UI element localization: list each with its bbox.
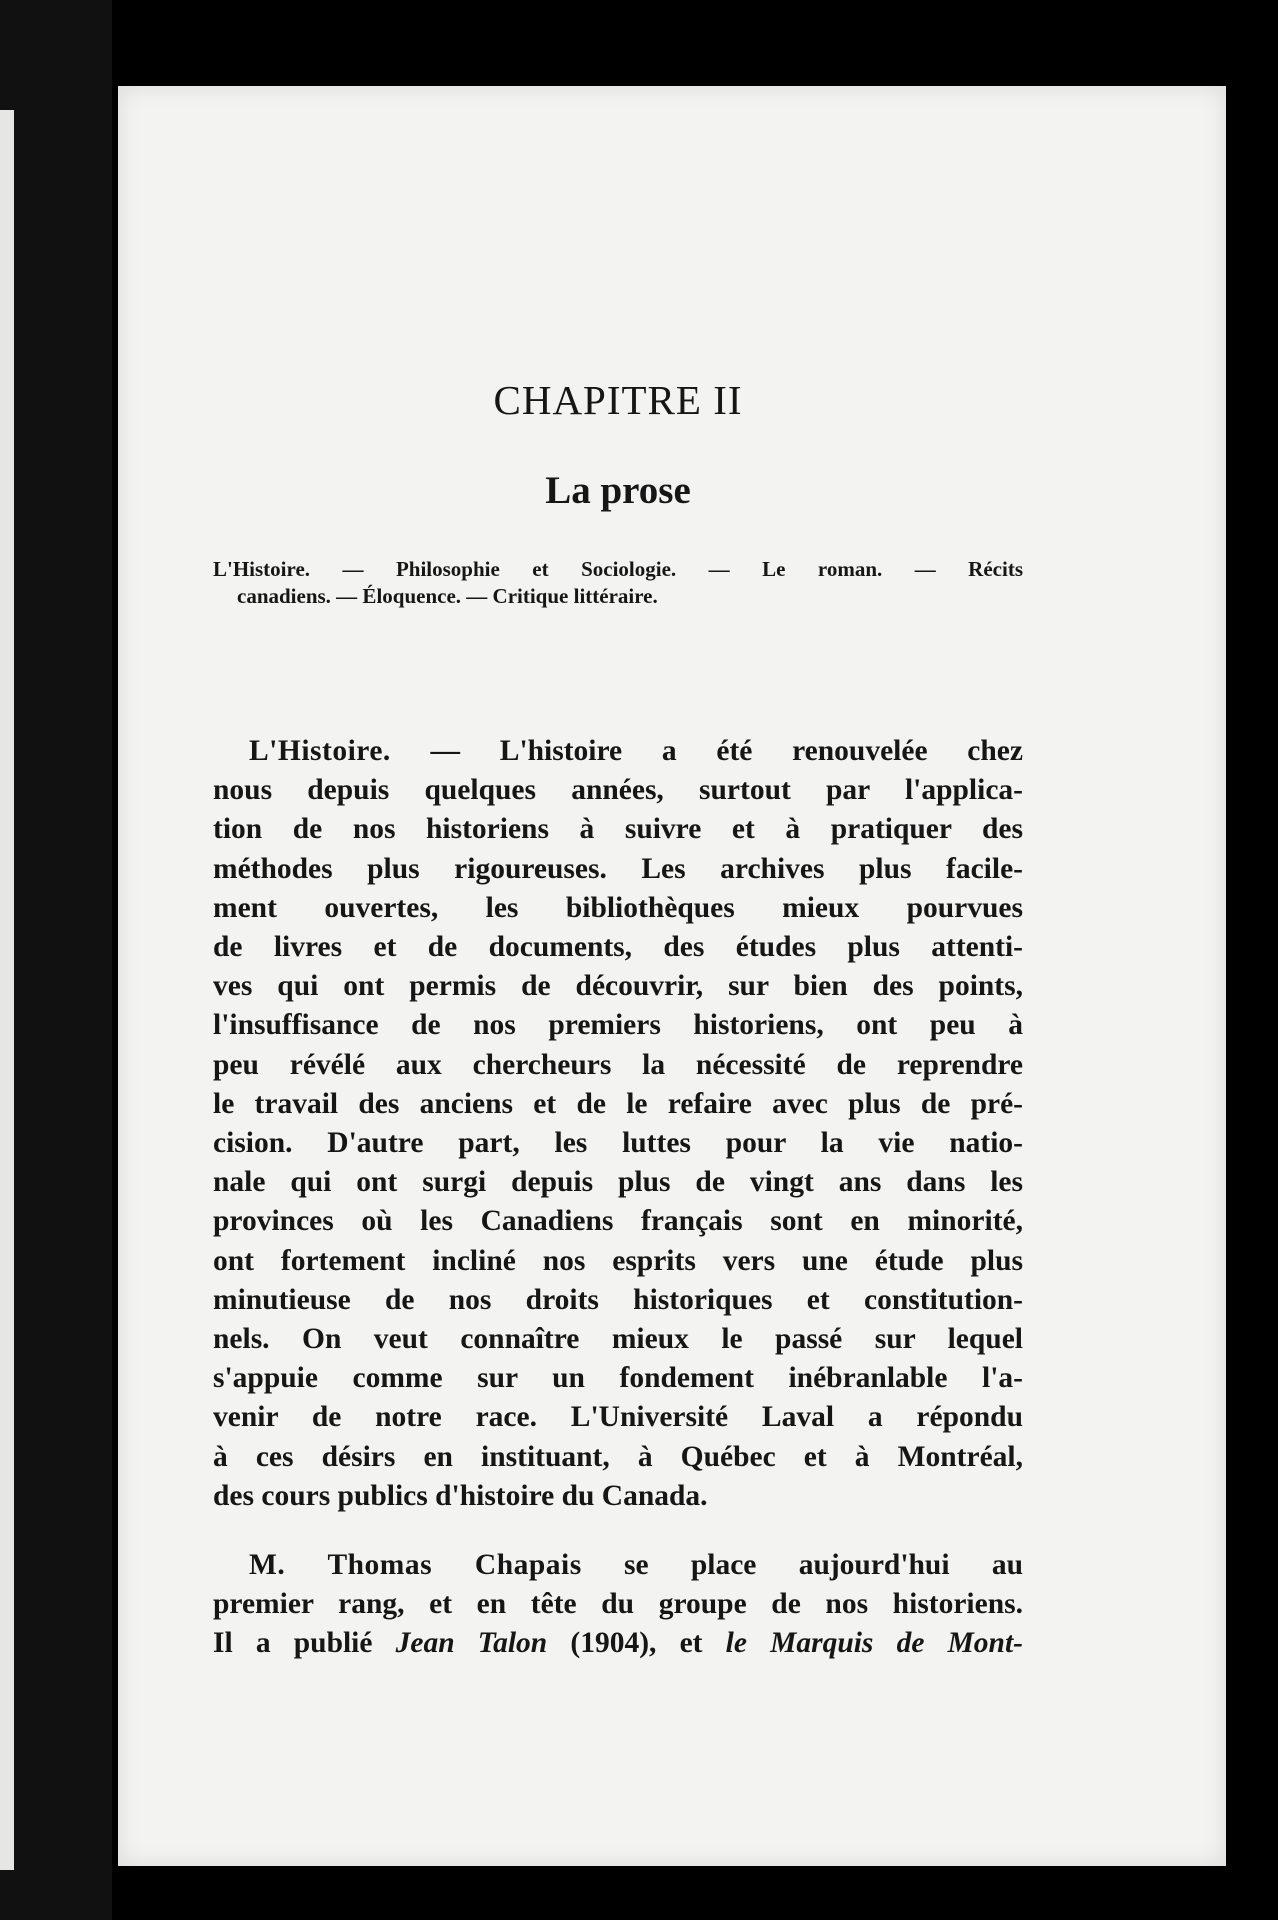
paragraph-text: Il a publié: [213, 1627, 396, 1660]
paragraph-line: ont fortement incliné nos esprits vers une étude plus: [213, 1244, 1023, 1277]
paragraph-line: [213, 732, 1023, 771]
book-page: [118, 86, 1226, 1866]
paragraph-line: premier rang, et en tête du groupe de nos historiens.: [213, 1588, 1023, 1621]
scan-margin-left: [0, 0, 112, 1920]
paragraph-line: s'appuie comme sur un fondement inébranlable l'a-: [213, 1362, 1023, 1395]
paragraph-line: à ces désirs en instituant, à Québec et à Montréal,: [213, 1440, 1023, 1473]
summary-line: L'Histoire. — Philosophie et Sociologie. — Le roman. — Récits: [213, 557, 1023, 581]
paragraph-line: minutieuse de nos droits historiques et constitution-: [213, 1283, 1023, 1316]
book-title-marquis: le Marquis de Mont-: [725, 1627, 1023, 1660]
paragraph-line: nale qui ont surgi depuis plus de vingt ans dans les: [213, 1166, 1023, 1199]
paragraph-line: ves qui ont permis de découvrir, sur bien des points,: [213, 970, 1023, 1003]
section-title: La prose: [545, 469, 691, 512]
book-title-jean-talon: Jean Talon: [395, 1627, 548, 1660]
paragraph-line: nels. On veut connaître mieux le passé sur lequel: [213, 1323, 1023, 1356]
adjacent-page-edge: [0, 110, 14, 1870]
runin-heading: M. Thomas Chapais: [249, 1549, 582, 1581]
paragraph-line: l'insuffisance de nos premiers historiens, ont peu à: [213, 1009, 1023, 1042]
runin-heading: L'Histoire.: [249, 735, 391, 767]
paragraph-line: venir de notre race. L'Université Laval a répondu: [213, 1401, 1023, 1434]
paragraph-line: [213, 1546, 1023, 1585]
paragraph-text: (1904), et: [547, 1627, 726, 1660]
paragraph-line: nous depuis quelques années, surtout par l'applica-: [213, 774, 1023, 807]
chapter-summary: [213, 556, 1023, 610]
paragraph-text: se place aujourd'hui au: [581, 1549, 1023, 1581]
paragraph-chapais: [213, 1546, 1023, 1664]
paragraph-line: peu révélé aux chercheurs la nécessité de reprendre: [213, 1048, 1023, 1081]
paragraph-line: de livres et de documents, des études plus attenti-: [213, 931, 1023, 964]
chapter-title: CHAPITRE II: [493, 377, 743, 423]
paragraph-line: ment ouvertes, les bibliothèques mieux pourvues: [213, 891, 1023, 924]
paragraph-line: tion de nos historiens à suivre et à pratiquer des: [213, 813, 1023, 846]
paragraph-line: le travail des anciens et de le refaire avec plus de pré-: [213, 1087, 1023, 1120]
paragraph-line: cision. D'autre part, les luttes pour la vie natio-: [213, 1127, 1023, 1160]
summary-line: canadiens. — Éloquence. — Critique littéraire.: [237, 584, 658, 608]
paragraph-line: provinces où les Canadiens français sont en minorité,: [213, 1205, 1023, 1238]
paragraph-text: — L'histoire a été renouvelée chez: [390, 735, 1023, 767]
paragraph-line: [213, 1624, 1023, 1663]
paragraph-histoire: [213, 732, 1023, 1516]
paragraph-line: méthodes plus rigoureuses. Les archives plus facile-: [213, 852, 1023, 885]
paragraph-line: des cours publics d'histoire du Canada.: [213, 1479, 708, 1512]
